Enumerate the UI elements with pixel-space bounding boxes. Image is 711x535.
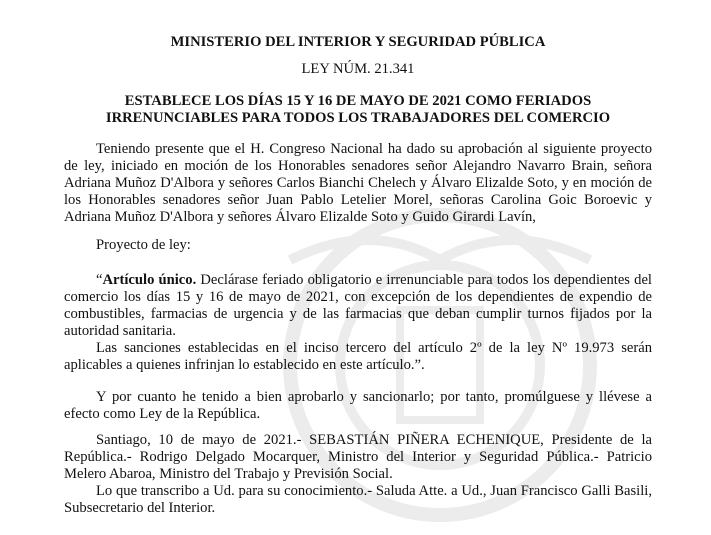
proyecto-label: Proyecto de ley: — [96, 237, 191, 253]
article-heading: Artículo único. — [102, 272, 197, 288]
open-quote: “ — [96, 272, 103, 288]
law-title-line1: ESTABLECE LOS DÍAS 15 Y 16 DE MAYO DE 2021 COMO FERIADOS — [124, 93, 592, 109]
transcription-paragraph: Lo que transcribo a Ud. para su conocimiento.- Saluda Atte. a Ud., Juan Francisco Galli Basili, Subsecretario del Interior. — [64, 483, 652, 516]
ministry-heading: MINISTERIO DEL INTERIOR Y SEGURIDAD PÚBLICA — [170, 34, 546, 50]
sanctions-paragraph: Las sanciones establecidas en el inciso tercero del artículo 2º de la ley Nº 19.973 serán aplicables a quienes infrinjan lo establecido en este artículo.”. — [64, 340, 652, 373]
law-title-line2: IRRENUNCIABLES PARA TODOS LOS TRABAJADORES DEL COMERCIO — [105, 110, 611, 126]
promulgation-paragraph: Y por cuanto he tenido a bien aprobarlo y sancionarlo; por tanto, promúlguese y llévese a efecto como Ley de la República. — [64, 389, 652, 422]
preamble-paragraph: Teniendo presente que el H. Congreso Nacional ha dado su aprobación al siguiente proyecto de ley, iniciado en moción de los Honorables senadores señor Alejandro Navarro Brain, señora Adriana Muñoz D'Albora y señores Carlos Bianchi Chelech y Álvaro Elizalde Soto, y en moción de los Honorables senadores señor Juan Pablo Letelier Morel, señoras Carolina Goic Boroevic y Adriana Muñoz D'Albora y señores Álvaro Elizalde Soto y Guido Girardi Lavín, — [64, 141, 652, 225]
signatures-paragraph: Santiago, 10 de mayo de 2021.- SEBASTIÁN PIÑERA ECHENIQUE, Presidente de la República.- Rodrigo Delgado Mocarquer, Ministro del Interior y Seguridad Pública.- Patricio Melero Abaroa, Ministro del Trabajo y Previsión Social. — [64, 432, 652, 482]
law-number: LEY NÚM. 21.341 — [301, 61, 415, 77]
article-paragraph — [64, 272, 652, 340]
article-text: Declárase feriado obligatorio e irrenunciable para todos los dependientes del comercio los días 15 y 16 de mayo de 2021, con excepción de los dependientes de expendio de combustibles, farmacias de urgencia y de las farmacias que deban cumplir turnos fijados por la autoridad sanitaria. — [64, 272, 652, 339]
